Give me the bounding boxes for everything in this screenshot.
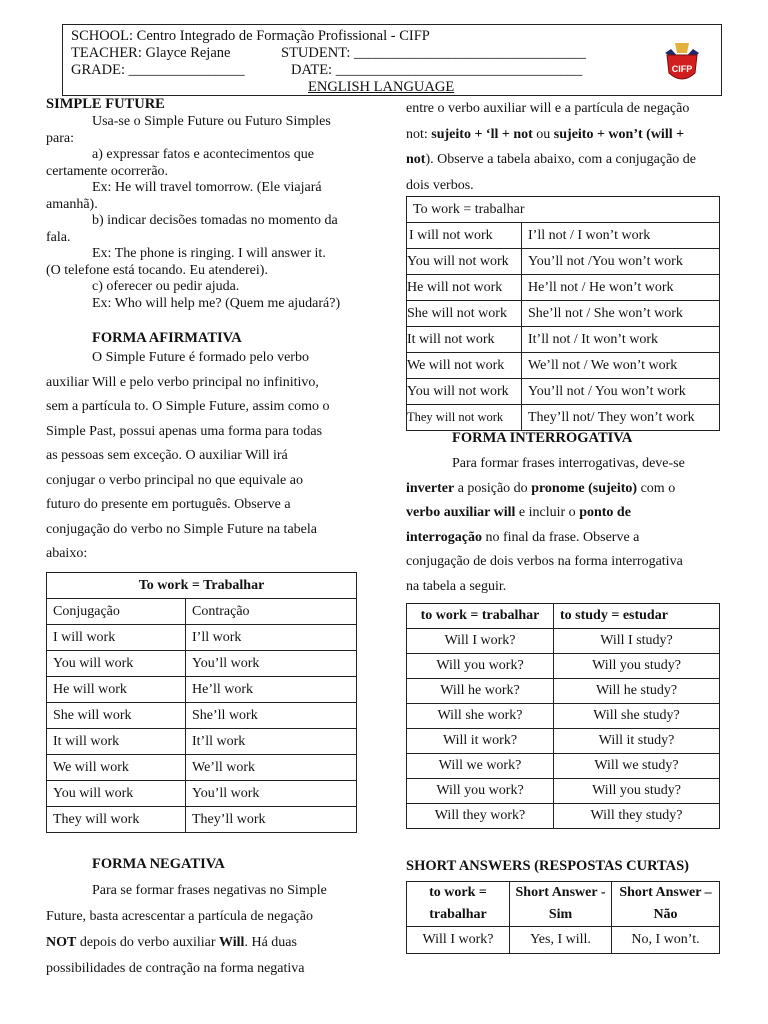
afirm-line: sem a partícula to. O Simple Future, assim como o: [46, 399, 330, 414]
afirm-line: abaixo:: [46, 546, 88, 561]
negative-table: [406, 196, 720, 431]
header-text: to work =: [429, 885, 487, 900]
table-cell: Will he study?: [554, 679, 720, 704]
table-cell: Will I work?: [407, 629, 554, 654]
table-cell: He’ll work: [186, 677, 357, 703]
table-cell: Will I work?: [407, 927, 510, 954]
neg-line: Para se formar frases negativas no Simple: [92, 883, 327, 898]
header-text: Short Answer -: [515, 885, 606, 900]
table-cell: He will work: [47, 677, 186, 703]
table-cell: Yes, I will.: [510, 927, 612, 954]
interr-line: na tabela a seguir.: [406, 578, 507, 594]
example-line: Ex: He will travel tomorrow. (Ele viajará: [92, 180, 322, 195]
table-row: [47, 781, 357, 807]
table-cell: I will not work: [407, 223, 522, 249]
table-cell: Will it study?: [554, 729, 720, 754]
afirm-line: Simple Past, possui apenas uma forma para todas: [46, 423, 323, 439]
cont-bold: sujeito + ‘ll + not: [431, 126, 533, 142]
table-cell: Will you study?: [554, 654, 720, 679]
table-row: [407, 405, 720, 431]
table-cell: You will not work: [407, 379, 522, 405]
interr-paragraph: [406, 452, 720, 600]
header-text: Não: [653, 907, 678, 922]
table-header: [407, 882, 510, 927]
intro-block: [46, 114, 359, 312]
student-field[interactable]: STUDENT: ________________________________: [281, 45, 586, 61]
table-row: [407, 301, 720, 327]
table-cell: They will work: [47, 807, 186, 833]
example-line: (O telefone está tocando. Eu atenderei).: [46, 262, 268, 278]
example-line: Ex: Who will help me? (Quem me ajudará?): [92, 295, 341, 311]
table-cell: She’ll not / She won’t work: [522, 301, 720, 327]
item-b-line: b) indicar decisões tomadas no momento da: [92, 213, 338, 228]
table-row: [407, 654, 720, 679]
cont-text: not:: [406, 126, 432, 142]
table-row: [407, 353, 720, 379]
interr-line: [406, 526, 720, 551]
table-cell: Will they work?: [407, 804, 554, 829]
table-cell: You’ll work: [186, 781, 357, 807]
table-cell: We will work: [47, 755, 186, 781]
header-box: [62, 24, 722, 96]
interr-line: [406, 501, 720, 526]
table-header: [510, 882, 612, 927]
table-header: Conjugação: [47, 599, 186, 625]
date-field[interactable]: DATE: __________________________________: [291, 62, 583, 78]
interr-line: conjugação de dois verbos na forma interrogativa: [406, 554, 683, 570]
interr-bold: verbo auxiliar will: [406, 505, 516, 521]
interr-line: Para formar frases interrogativas, deve-se: [452, 456, 685, 471]
conjugation-table: [46, 572, 357, 833]
table-row: [47, 807, 357, 833]
table-cell: I’ll work: [186, 625, 357, 651]
table-cell: You will not work: [407, 249, 522, 275]
table-cell: Will he work?: [407, 679, 554, 704]
table-row: [407, 927, 720, 954]
item-c-line: c) oferecer ou pedir ajuda.: [92, 279, 240, 294]
interr-bold: inverter: [406, 480, 455, 496]
table-row: [407, 275, 720, 301]
table-cell: You’ll not / You won’t work: [522, 379, 720, 405]
table-row: [407, 729, 720, 754]
table-cell: No, I won’t.: [612, 927, 720, 954]
table-cell: Will it work?: [407, 729, 554, 754]
table-cell: We’ll not / We won’t work: [522, 353, 720, 379]
interrogative-table: [406, 603, 720, 829]
table-cell: Will she study?: [554, 704, 720, 729]
table-cell: It’ll not / It won’t work: [522, 327, 720, 353]
table-cell: It will not work: [407, 327, 522, 353]
interr-bold: pronome (sujeito): [531, 480, 638, 496]
neg-bold: NOT: [46, 935, 77, 950]
table-row: [407, 679, 720, 704]
table-header: Contração: [186, 599, 357, 625]
cont-line: entre o verbo auxiliar will e a partícula de negação: [406, 101, 690, 116]
item-a-line: certamente ocorrerão.: [46, 163, 169, 179]
interr-text: no final da frase. Observe a: [481, 529, 640, 545]
table-cell: It will work: [47, 729, 186, 755]
table-header: to work = trabalhar: [407, 604, 554, 629]
interr-bold: interrogação: [406, 529, 482, 545]
teacher-line: TEACHER: Glayce Rejane: [71, 45, 231, 61]
table-cell: Will we work?: [407, 754, 554, 779]
table-cell: She’ll work: [186, 703, 357, 729]
interr-bold: ponto de: [579, 505, 631, 521]
table-title: To work = trabalhar: [407, 197, 720, 223]
table-row: [47, 651, 357, 677]
table-cell: Will we study?: [554, 754, 720, 779]
table-cell: She will work: [47, 703, 186, 729]
neg-line: Future, basta acrescentar a partícula de negação: [46, 909, 314, 924]
table-cell: He will not work: [407, 275, 522, 301]
interr-text: e incluir o: [515, 505, 580, 521]
forma-interrogativa-heading: FORMA INTERROGATIVA: [452, 430, 633, 446]
table-cell: They’ll not/ They won’t work: [522, 405, 720, 431]
table-row: [407, 754, 720, 779]
intro-line: para:: [46, 130, 74, 146]
table-row: [47, 677, 357, 703]
table-cell: They will not work: [407, 405, 522, 431]
table-header: to study = estudar: [554, 604, 720, 629]
afirm-line: O Simple Future é formado pelo verbo: [92, 350, 309, 365]
school-line: SCHOOL: Centro Integrado de Formação Profissional - CIFP: [71, 28, 430, 44]
item-a-line: a) expressar fatos e acontecimentos que: [92, 147, 314, 162]
interr-text: a posição do: [454, 480, 532, 496]
table-cell: We will not work: [407, 353, 522, 379]
table-row: [407, 223, 720, 249]
table-row: [47, 729, 357, 755]
table-cell: You’ll work: [186, 651, 357, 677]
table-cell: Will you study?: [554, 779, 720, 804]
interr-line: [406, 477, 720, 502]
intro-line: Usa-se o Simple Future ou Futuro Simples: [92, 114, 331, 129]
table-cell: He’ll not / He won’t work: [522, 275, 720, 301]
afirm-line: as pessoas sem exceção. O auxiliar Will irá: [46, 448, 288, 463]
subject-line: ENGLISH LANGUAGE: [308, 79, 455, 95]
table-cell: Will you work?: [407, 654, 554, 679]
table-cell: It’ll work: [186, 729, 357, 755]
table-row: [407, 249, 720, 275]
table-cell: They’ll work: [186, 807, 357, 833]
table-cell: She will not work: [407, 301, 522, 327]
table-row: [407, 779, 720, 804]
neg-paragraph: [46, 878, 359, 982]
table-cell: You will work: [47, 781, 186, 807]
item-b-line: fala.: [46, 229, 71, 245]
afirm-line: futuro do presente em português. Observe a: [46, 497, 291, 512]
table-row: [407, 327, 720, 353]
school-crest-logo: [661, 39, 703, 87]
neg-line: possibilidades de contração na forma negativa: [46, 961, 305, 976]
table-cell: We’ll work: [186, 755, 357, 781]
interr-text: com o: [637, 480, 676, 496]
table-cell: Will they study?: [554, 804, 720, 829]
header-text: Sim: [548, 907, 573, 922]
logo-text: CIFP: [671, 64, 693, 74]
table-row: [47, 703, 357, 729]
cont-line: [406, 122, 720, 148]
simple-future-heading: SIMPLE FUTURE: [46, 96, 165, 112]
table-row: [407, 629, 720, 654]
table-row: [407, 704, 720, 729]
grade-field[interactable]: GRADE: ________________: [71, 62, 245, 78]
neg-text: depois do verbo auxiliar: [76, 935, 220, 950]
table-row: [407, 379, 720, 405]
table-cell: I’ll not / I won’t work: [522, 223, 720, 249]
short-answers-table: [406, 881, 720, 954]
header-text: trabalhar: [429, 907, 487, 922]
cont-bold: sujeito + won’t (will +: [553, 126, 685, 142]
afirm-line: conjugar o verbo principal no que equivale ao: [46, 472, 303, 488]
table-cell: Will she work?: [407, 704, 554, 729]
header-text: Short Answer –: [619, 885, 712, 900]
table-cell: I will work: [47, 625, 186, 651]
neg-line: [46, 930, 359, 956]
table-header: [612, 882, 720, 927]
table-title: To work = Trabalhar: [47, 573, 357, 599]
short-answers-heading: SHORT ANSWERS (RESPOSTAS CURTAS): [406, 858, 690, 874]
afirm-paragraph: [46, 346, 359, 567]
cont-text: ). Observe a tabela abaixo, com a conjugação de: [425, 152, 696, 167]
afirm-line: conjugação do verbo no Simple Future na tabela: [46, 521, 317, 537]
forma-afirmativa-heading: FORMA AFIRMATIVA: [92, 330, 242, 346]
forma-negativa-heading: FORMA NEGATIVA: [92, 856, 225, 872]
table-cell: Will you work?: [407, 779, 554, 804]
cont-text: ou: [532, 126, 554, 142]
table-row: [47, 755, 357, 781]
afirm-line: auxiliar Will e pelo verbo principal no infinitivo,: [46, 374, 319, 390]
example-line: Ex: The phone is ringing. I will answer it.: [92, 246, 326, 261]
table-cell: You’ll not /You won’t work: [522, 249, 720, 275]
cont-line: [406, 147, 720, 173]
neg-continuation: [406, 96, 720, 198]
table-row: [407, 804, 720, 829]
neg-text: . Há duas: [244, 935, 297, 950]
neg-bold: Will: [219, 935, 245, 950]
cont-bold: not: [406, 152, 426, 167]
table-row: [47, 625, 357, 651]
table-cell: Will I study?: [554, 629, 720, 654]
cont-line: dois verbos.: [406, 177, 474, 193]
table-cell: You will work: [47, 651, 186, 677]
example-line: amanhã).: [46, 196, 98, 212]
